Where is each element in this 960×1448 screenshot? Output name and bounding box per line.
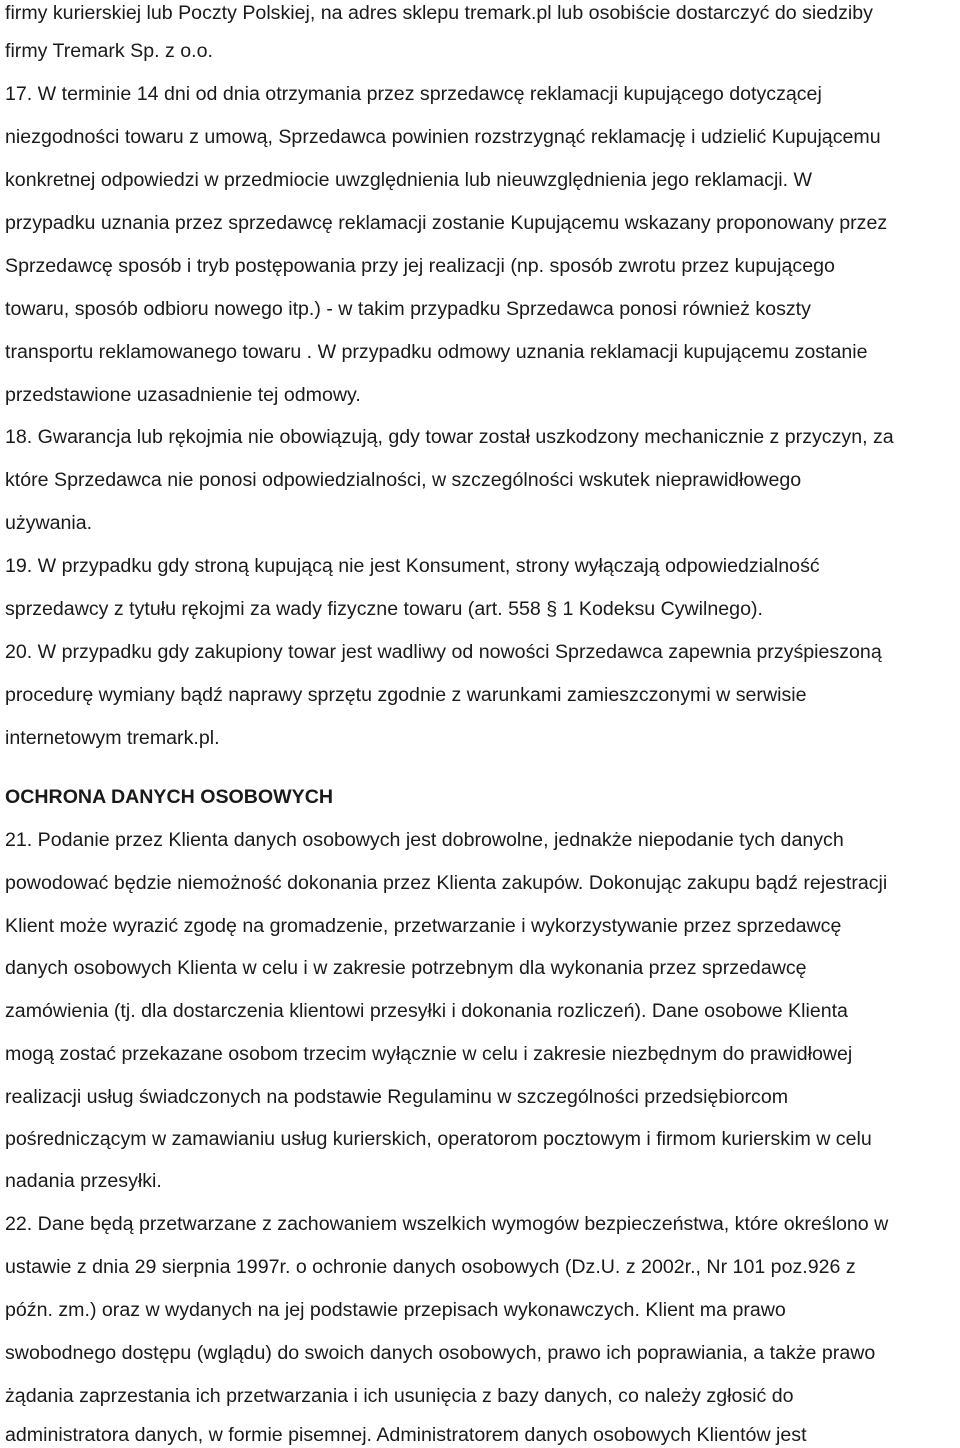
text-line: 18. Gwarancja lub rękojmia nie obowiązują, gdy towar został uszkodzony mechanicznie z przyczyn, za — [5, 426, 894, 448]
text-line: internetowym tremark.pl. — [5, 727, 220, 749]
text-line: żądania zaprzestania ich przetwarzania i ich usunięcia z bazy danych, co należy zgłosić do — [5, 1385, 794, 1407]
text-line: 17. W terminie 14 dni od dnia otrzymania przez sprzedawcę reklamacji kupującego dotyczącej — [5, 83, 822, 105]
text-line: swobodnego dostępu (wglądu) do swoich danych osobowych, prawo ich poprawiania, a także prawo — [5, 1342, 876, 1364]
text-line: transportu reklamowanego towaru . W przypadku odmowy uznania reklamacji kupującemu zostanie — [5, 341, 868, 363]
text-line: przedstawione uzasadnienie tej odmowy. — [5, 384, 361, 406]
text-line: 20. W przypadku gdy zakupiony towar jest wadliwy od nowości Sprzedawca zapewnia przyśpieszoną — [5, 641, 882, 663]
text-line: 21. Podanie przez Klienta danych osobowych jest dobrowolne, jednakże niepodanie tych danych — [5, 829, 844, 851]
text-line: używania. — [5, 512, 93, 534]
text-line: nadania przesyłki. — [5, 1170, 162, 1192]
text-line: pośredniczącym w zamawianiu usług kurierskich, operatorom pocztowym i firmom kurierskim w celu — [5, 1128, 872, 1150]
text-line: ustawie z dnia 29 sierpnia 1997r. o ochronie danych osobowych (Dz.U. z 2002r., Nr 101 poz.926 z — [5, 1256, 856, 1278]
text-line: mogą zostać przekazane osobom trzecim wyłącznie w celu i zakresie niezbędnym do prawidłowej — [5, 1043, 853, 1065]
text-line: firmy kurierskiej lub Poczty Polskiej, na adres sklepu tremark.pl lub osobiście dostarczyć do siedziby — [5, 2, 873, 24]
text-line: konkretnej odpowiedzi w przedmiocie uwzględnienia lub nieuwzględnienia jego reklamacji. W — [5, 169, 813, 191]
text-line: Klient może wyrazić zgodę na gromadzenie, przetwarzanie i wykorzystywanie przez sprzedawcę — [5, 915, 842, 937]
text-line: realizacji usług świadczonych na podstawie Regulaminu w szczególności przedsiębiorcom — [5, 1086, 789, 1108]
text-line: powodować będzie niemożność dokonania przez Klienta zakupów. Dokonując zakupu bądź rejestracji — [5, 872, 888, 894]
text-line: danych osobowych Klienta w celu i w zakresie potrzebnym dla wykonania przez sprzedawcę — [5, 957, 807, 979]
text-line: 19. W przypadku gdy stroną kupującą nie jest Konsument, strony wyłączają odpowiedzialność — [5, 555, 820, 577]
text-line: sprzedawcy z tytułu rękojmi za wady fizyczne towaru (art. 558 § 1 Kodeksu Cywilnego). — [5, 598, 763, 620]
text-line: niezgodności towaru z umową, Sprzedawca powinien rozstrzygnąć reklamację i udzielić Kupującemu — [5, 126, 881, 148]
text-line: przypadku uznania przez sprzedawcę reklamacji zostanie Kupującemu wskazany proponowany przez — [5, 212, 888, 234]
text-line: które Sprzedawca nie ponosi odpowiedzialności, w szczególności wskutek nieprawidłowego — [5, 469, 802, 491]
text-line: towaru, sposób odbioru nowego itp.) - w takim przypadku Sprzedawca ponosi również koszty — [5, 298, 811, 320]
text-line: późn. zm.) oraz w wydanych na jej podstawie przepisach wykonawczych. Klient ma prawo — [5, 1299, 786, 1321]
text-line: zamówienia (tj. dla dostarczenia klientowi przesyłki i dokonania rozliczeń). Dane osobowe Klienta — [5, 1000, 848, 1022]
text-line: Sprzedawcę sposób i tryb postępowania przy jej realizacji (np. sposób zwrotu przez kupującego — [5, 255, 835, 277]
section-heading: OCHRONA DANYCH OSOBOWYCH — [5, 786, 334, 808]
text-line: firmy Tremark Sp. z o.o. — [5, 40, 213, 62]
text-line: 22. Dane będą przetwarzane z zachowaniem wszelkich wymogów bezpieczeństwa, które określono w — [5, 1213, 889, 1235]
text-line: procedurę wymiany bądź naprawy sprzętu zgodnie z warunkami zamieszczonymi w serwisie — [5, 684, 807, 706]
text-line: administratora danych, w formie pisemnej. Administratorem danych osobowych Klientów jest — [5, 1424, 807, 1446]
